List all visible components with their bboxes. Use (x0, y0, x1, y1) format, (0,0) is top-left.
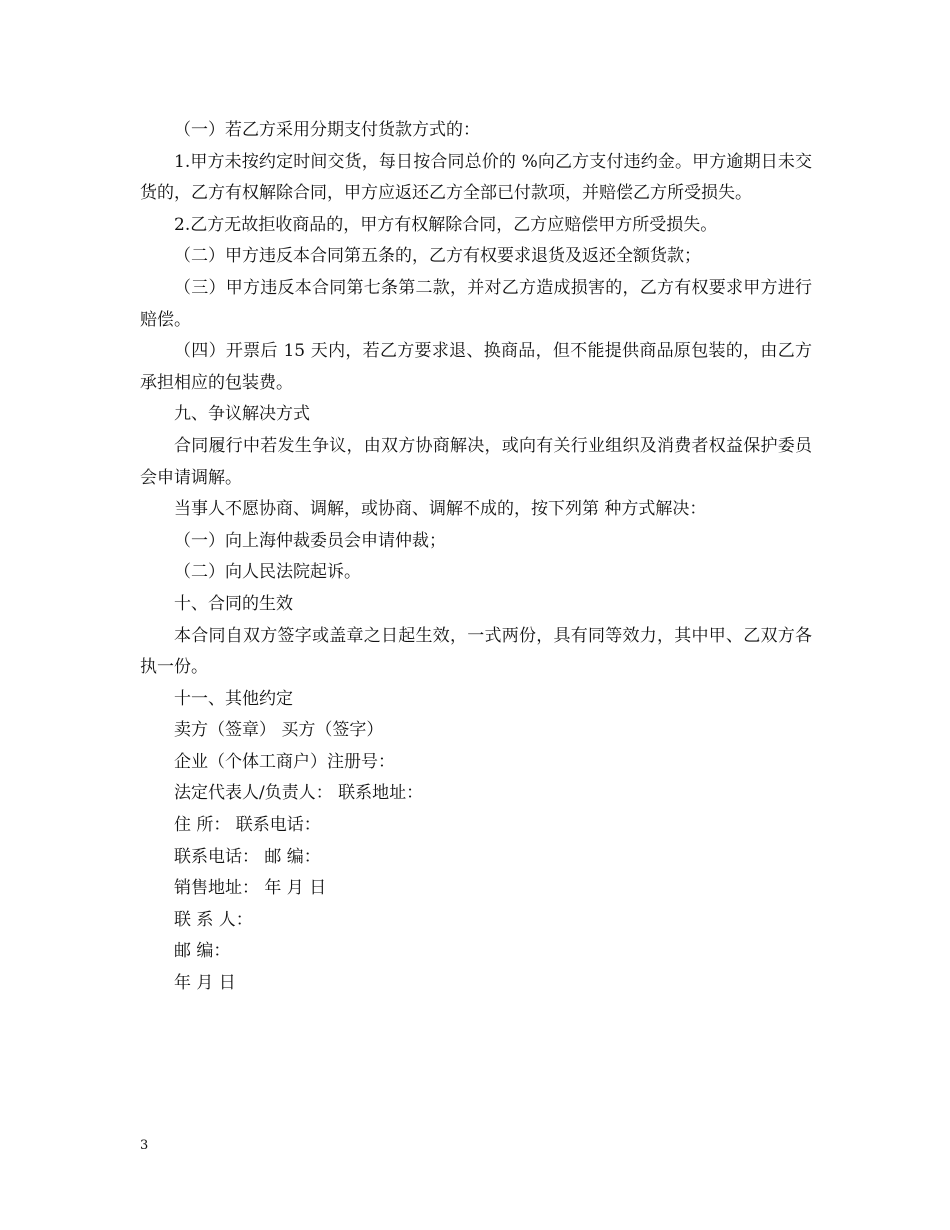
page-number: 3 (140, 1138, 149, 1153)
paragraph-refusal: 2.乙方无故拒收商品的，甲方有权解除合同，乙方应赔偿甲方所受损失。 (174, 214, 718, 235)
paragraph-article-five-breach: （二）甲方违反本合同第五条的，乙方有权要求退货及返还全额货款； (174, 246, 701, 267)
section-heading-dispute: 九、争议解决方式 (174, 404, 310, 425)
paragraph-return-packaging: （四）开票后 15 天内，若乙方要求退、换商品，但不能提供商品原包装的，由乙方承担相应的包装费。 (140, 341, 812, 393)
paragraph-effectiveness: 本合同自双方签字或盖章之日起生效，一式两份，具有同等效力，其中甲、乙双方各执一份。 (140, 625, 812, 678)
paragraph-dispute-options: 当事人不愿协商、调解，或协商、调解不成的，按下列第 种方式解决： (174, 499, 707, 520)
paragraph-installment-heading: （一）若乙方采用分期支付货款方式的： (174, 120, 480, 140)
paragraph-arbitration: （一）向上海仲裁委员会申请仲裁； (174, 530, 446, 551)
paragraph-article-seven-breach: （三）甲方违反本合同第七条第二款，并对乙方造成损害的，乙方有权要求甲方进行赔偿。 (140, 277, 812, 330)
signature-residence: 住 所： 联系电话： (174, 815, 321, 836)
section-heading-effectiveness: 十、合同的生效 (174, 593, 293, 614)
contract-body (140, 115, 812, 1000)
paragraph-litigation: （二）向人民法院起诉。 (174, 562, 361, 583)
signature-registration-number: 企业（个体工商户）注册号： (174, 751, 395, 772)
signature-seller-buyer: 卖方（签章） 买方（签字） (174, 720, 384, 741)
signature-postcode: 邮 编： (174, 941, 231, 962)
signature-sales-address: 销售地址： 年 月 日 (174, 878, 327, 899)
signature-phone: 联系电话： 邮 编： (174, 846, 321, 867)
signature-contact-person: 联 系 人： (174, 909, 253, 930)
signature-date: 年 月 日 (174, 973, 236, 994)
paragraph-dispute-mediation: 合同履行中若发生争议，由双方协商解决，或向有关行业组织及消费者权益保护委员会申请调解。 (140, 435, 812, 488)
section-heading-other: 十一、其他约定 (174, 688, 293, 709)
signature-legal-representative: 法定代表人/负责人： 联系地址： (174, 783, 424, 804)
paragraph-late-delivery: 1.甲方未按约定时间交货，每日按合同总价的 %向乙方支付违约金。甲方逾期日未交货的，乙方有权解除合同，甲方应返还乙方全部已付款项，并赔偿乙方所受损失。 (140, 151, 812, 204)
